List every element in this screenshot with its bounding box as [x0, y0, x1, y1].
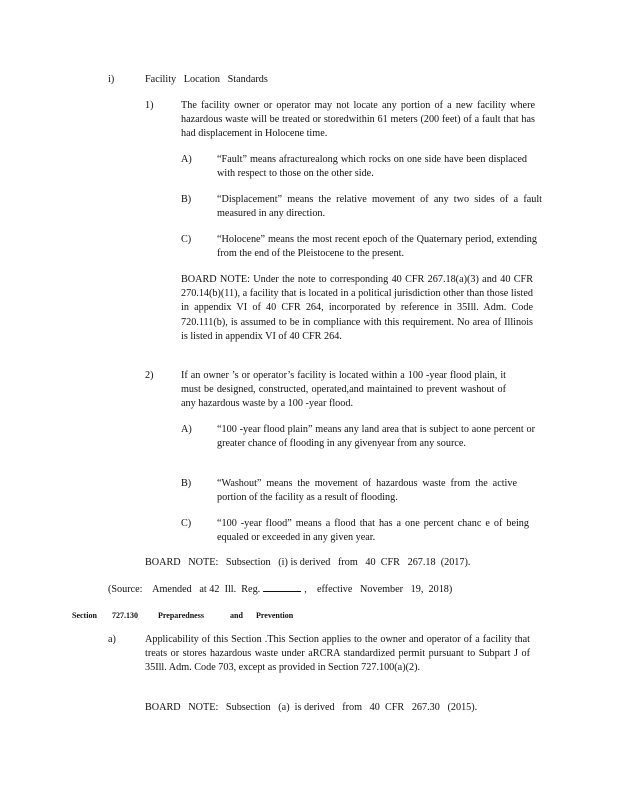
paragraph-1-A-label: A) — [181, 154, 192, 165]
paragraph-1-A-text: “Fault” means afracturealong which rocks on one side have been displaced with respect to those on the other side. — [217, 154, 527, 180]
source-note-end: , effective November 19, 2018) — [304, 584, 453, 595]
paragraph-1-B-label: B) — [181, 194, 192, 205]
paragraph-2-B-text: “Washout” means the movement of hazardous waste from the active portion of the facility as a result of flooding. — [217, 478, 517, 504]
section-number: 727.130 — [112, 611, 138, 620]
section-title-2: Prevention — [256, 611, 294, 620]
subsection-i-heading: Facility Location Standards — [145, 74, 268, 85]
paragraph-2-A-text: “100 -year flood plain” means any land area that is subject to aone percent or greater chance of flooding in any givenyear from any source. — [217, 424, 535, 450]
paragraph-2-text: If an owner ’s or operator’s facility is located within a 100 -year flood plain, it must be designed, constructed, operated,and maintained to prevent washout of any hazardous waste by a 100 -year flood. — [181, 370, 506, 410]
section-title-1: Preparedness — [158, 611, 204, 620]
paragraph-1-B-text: “Displacement” means the relative movement of any two sides of a fault measured in any direction. — [217, 194, 542, 220]
paragraph-1-label: 1) — [145, 100, 154, 111]
section-word: Section — [72, 611, 97, 620]
subsection-a-label: a) — [108, 634, 116, 645]
paragraph-1-C-label: C) — [181, 234, 192, 245]
paragraph-2-label: 2) — [145, 370, 154, 381]
paragraph-1-C-text: “Holocene” means the most recent epoch of the Quaternary period, extending from the end of the Pleistocene to the present. — [217, 234, 537, 260]
subsection-i-board-note: BOARD NOTE: Subsection (i) is derived from 40 CFR 267.18 (2017). — [145, 557, 471, 568]
paragraph-1-text: The facility owner or operator may not locate any portion of a new facility where hazardous waste will be treated or storedwithin 61 meters (200 feet) of a fault that has had displacement in Holocene time. — [181, 100, 535, 140]
register-page-blank — [263, 582, 301, 592]
source-note — [108, 582, 452, 597]
section-title-and: and — [230, 611, 243, 620]
paragraph-2-A-label: A) — [181, 424, 192, 435]
source-note-start: (Source: Amended at 42 Ill. Reg. — [108, 584, 261, 595]
subsection-a-board-note: BOARD NOTE: Subsection (a) is derived from 40 CFR 267.30 (2015). — [145, 702, 478, 713]
subsection-a-text: Applicability of this Section .This Section applies to the owner and operator of a facility that treats or stores hazardous waste under aRCRA standardized permit pursuant to Subpart J of 35Ill. Adm. Code 703, except as provided in Section 727.100(a)(2). — [145, 634, 530, 674]
paragraph-2-C-label: C) — [181, 518, 192, 529]
paragraph-2-B-label: B) — [181, 478, 192, 489]
subsection-i-label: i) — [108, 74, 115, 85]
paragraph-2-C-text: “100 -year flood” means a flood that has a one percent chanc e of being equaled or exceeded in any given year. — [217, 518, 529, 544]
paragraph-1-board-note: BOARD NOTE: Under the note to corresponding 40 CFR 267.18(a)(3) and 40 CFR 270.14(b)(11), a facility that is located in a political jurisdiction other than those listed in appendix VI of 40 CFR 264, incorporated by reference in 35Ill. Adm. Code 720.111(b), is assumed to be in compliance with this requirement. No area of Illinois is listed in appendix VI of 40 CFR 264. — [181, 274, 533, 342]
